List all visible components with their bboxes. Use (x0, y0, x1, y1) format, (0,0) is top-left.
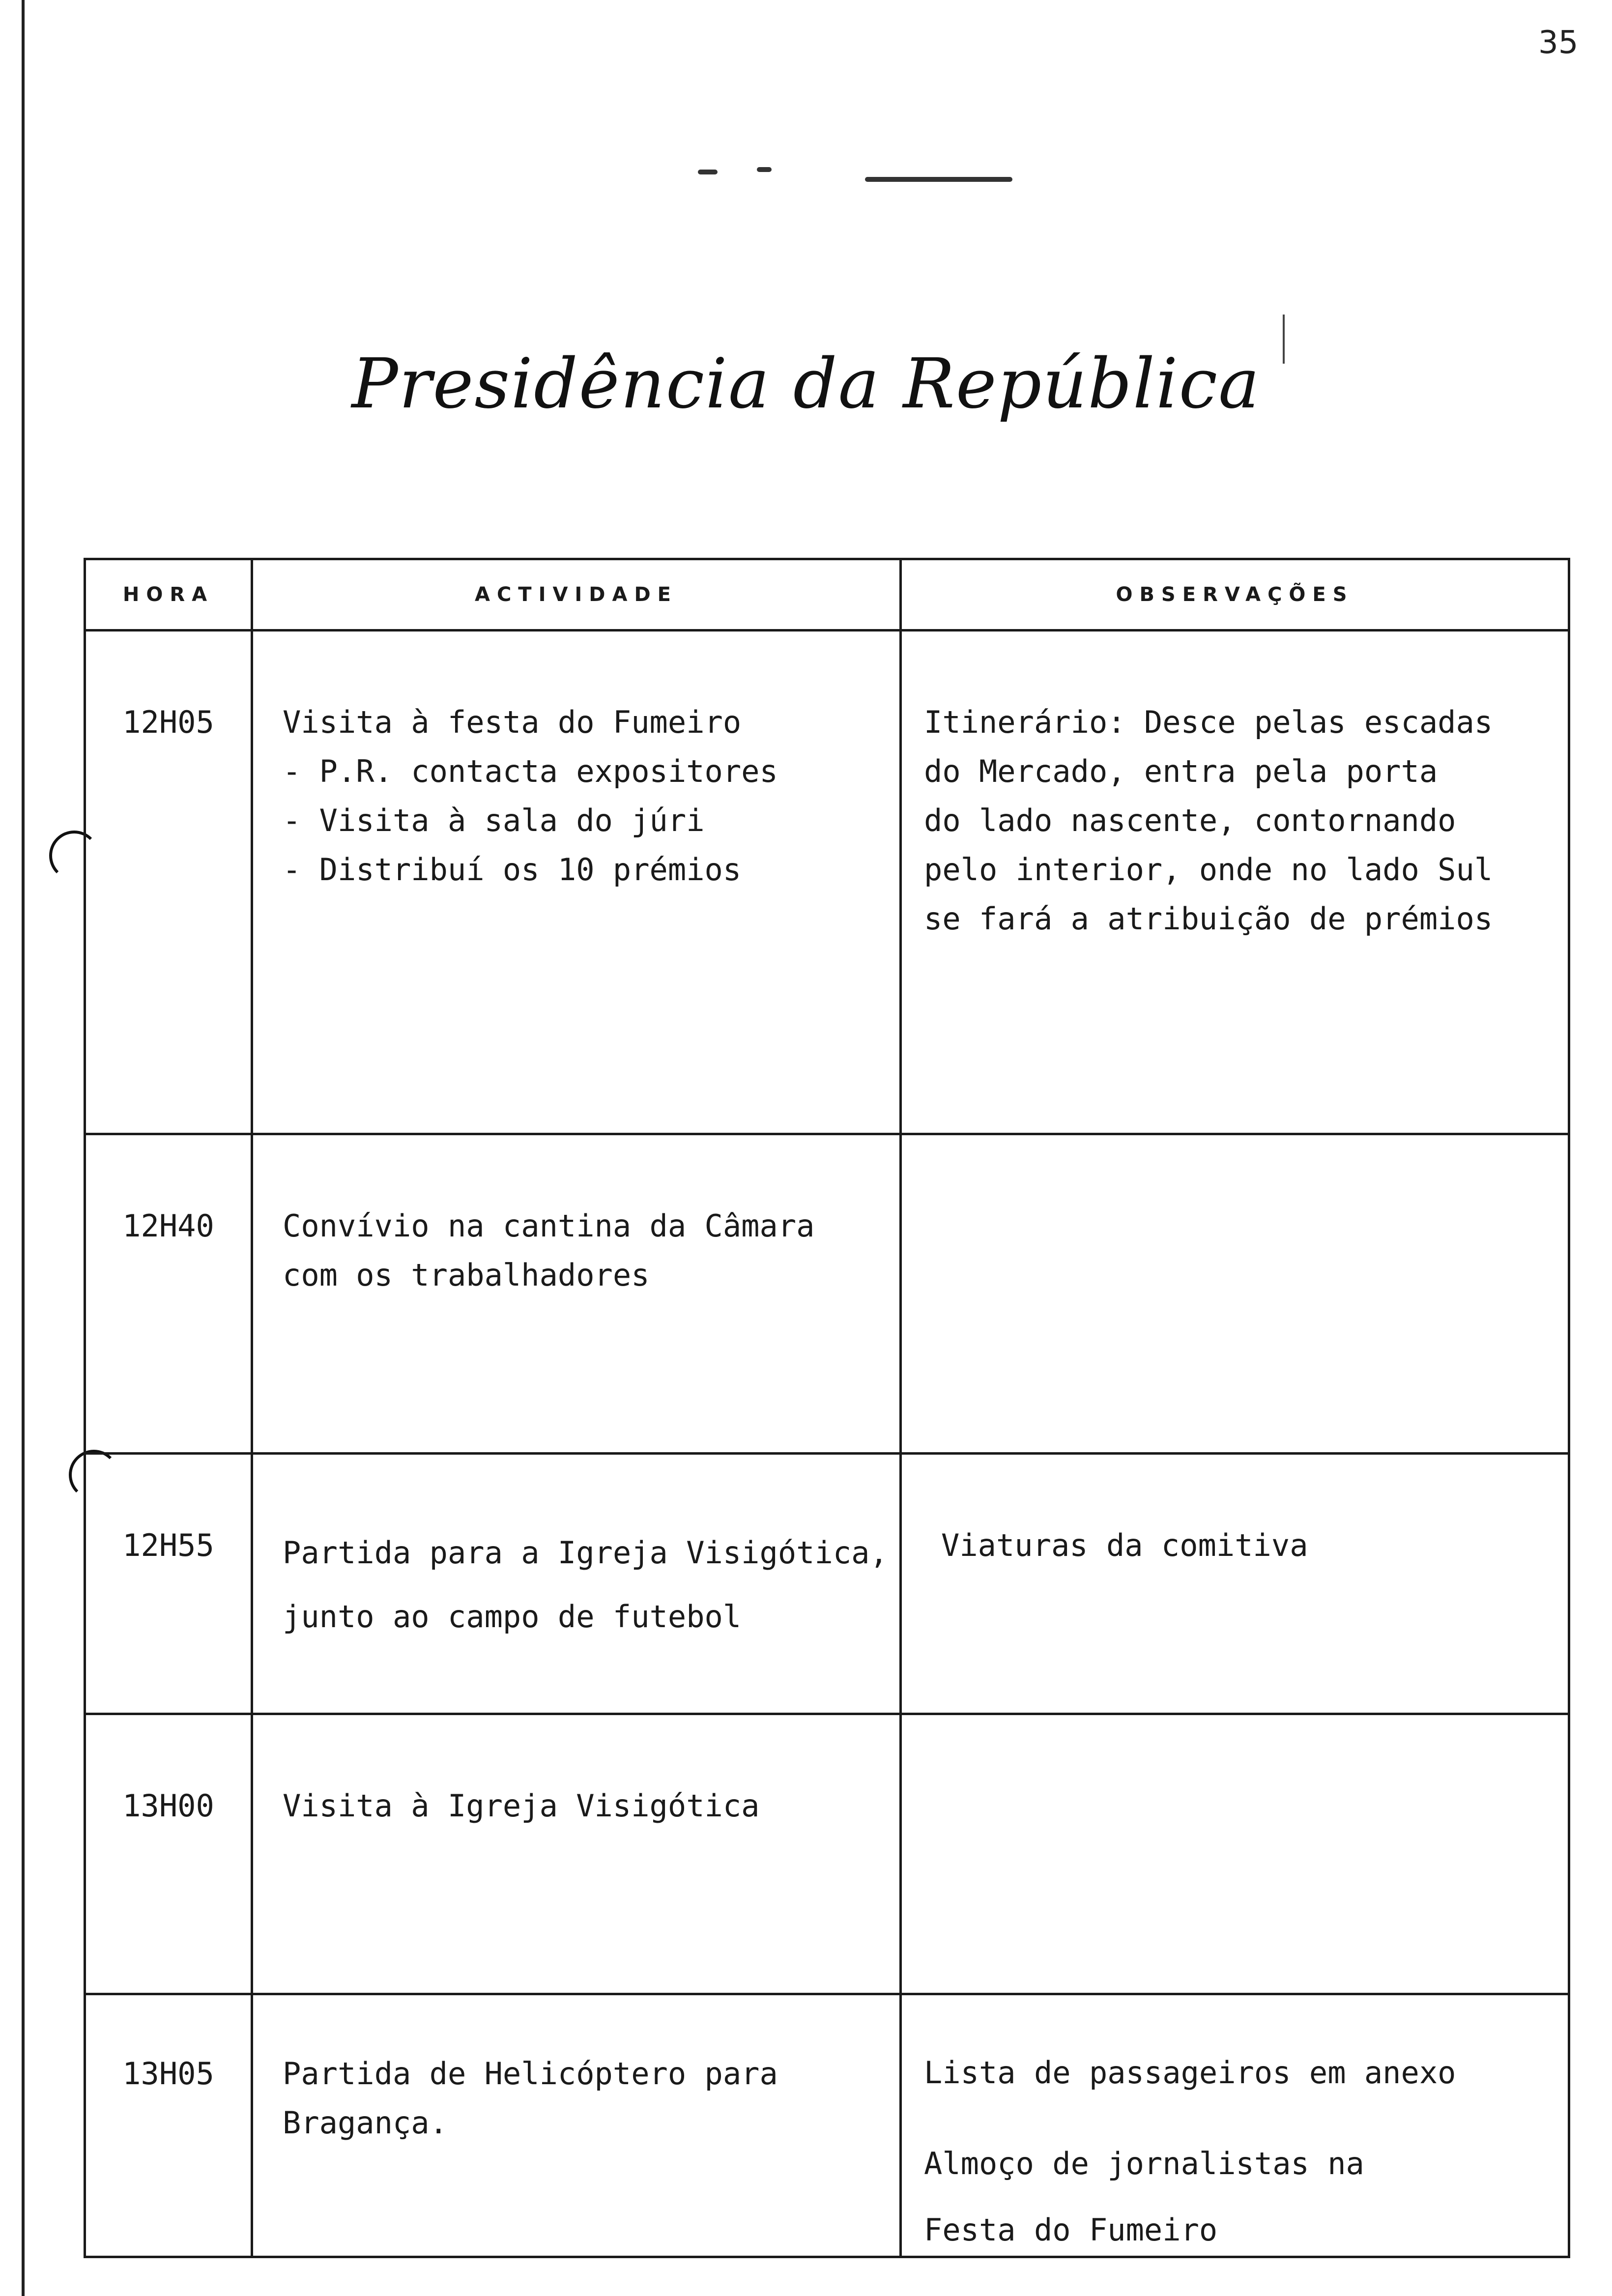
schedule-table (84, 558, 1570, 2258)
observacoes-line: do Mercado, entra pela porta (924, 753, 1438, 789)
observacoes-line: Itinerário: Desce pelas escadas (924, 704, 1493, 740)
letterhead-presidencia: Presidência da República (351, 344, 1261, 424)
table-header-row (85, 559, 1569, 631)
actividade-line: - Visita à sala do júri (283, 803, 705, 838)
observacoes-line: Festa do Fumeiro (924, 2212, 1218, 2248)
observacoes-cell (901, 1134, 1569, 1454)
page-number: 35 (1538, 25, 1579, 61)
actividade-line: - P.R. contacta expositores (283, 753, 778, 789)
observacoes-cell (901, 1714, 1569, 1994)
actividade-cell (252, 631, 901, 1134)
scan-speck (865, 177, 1012, 182)
scan-speck (698, 170, 718, 174)
actividade-line: Convívio na cantina da Câmara (283, 1208, 815, 1244)
actividade-line: - Distribuí os 10 prémios (283, 852, 742, 888)
hora-cell (85, 631, 252, 1134)
hora-value: 12H05 (122, 704, 214, 740)
actividade-line: junto ao campo de futebol (283, 1599, 742, 1635)
observacoes-line: se fará a atribuição de prémios (924, 901, 1493, 937)
header-hora: HORA (85, 559, 252, 631)
observacoes-line: Viaturas da comitiva (941, 1527, 1308, 1563)
observacoes-line: pelo interior, onde no lado Sul (924, 852, 1493, 888)
hora-value: 13H00 (122, 1788, 214, 1824)
actividade-cell (252, 1994, 901, 2257)
observacoes-line: do lado nascente, contornando (924, 803, 1456, 838)
observacoes-cell (901, 631, 1569, 1134)
actividade-line: Visita à Igreja Visigótica (283, 1788, 760, 1824)
table-row (85, 631, 1569, 1134)
table-row (85, 1714, 1569, 1994)
observacoes-cell (901, 1994, 1569, 2257)
scan-speck (757, 167, 772, 172)
hora-value: 12H55 (122, 1527, 214, 1563)
observacoes-line: Almoço de jornalistas na (924, 2146, 1364, 2181)
header-actividade: ACTIVIDADE (252, 559, 901, 631)
actividade-line: Bragança. (283, 2105, 448, 2141)
actividade-line: Partida para a Igreja Visigótica, (283, 1535, 888, 1571)
hora-cell (85, 1714, 252, 1994)
actividade-cell (252, 1714, 901, 1994)
actividade-line: Partida de Helicóptero para (283, 2056, 778, 2092)
hora-cell (85, 1134, 252, 1454)
observacoes-line: Lista de passageiros em anexo (924, 2055, 1456, 2091)
actividade-line: com os trabalhadores (283, 1257, 650, 1293)
header-observacoes: OBSERVAÇÕES (901, 559, 1569, 631)
hora-value: 13H05 (122, 2056, 214, 2092)
observacoes-cell (901, 1454, 1569, 1714)
table-row (85, 1134, 1569, 1454)
actividade-cell (252, 1454, 901, 1714)
actividade-cell (252, 1134, 901, 1454)
hora-value: 12H40 (122, 1208, 214, 1244)
table-row (85, 1454, 1569, 1714)
hora-cell (85, 1454, 252, 1714)
table-row (85, 1994, 1569, 2257)
hora-cell (85, 1994, 252, 2257)
actividade-line: Visita à festa do Fumeiro (283, 704, 742, 740)
